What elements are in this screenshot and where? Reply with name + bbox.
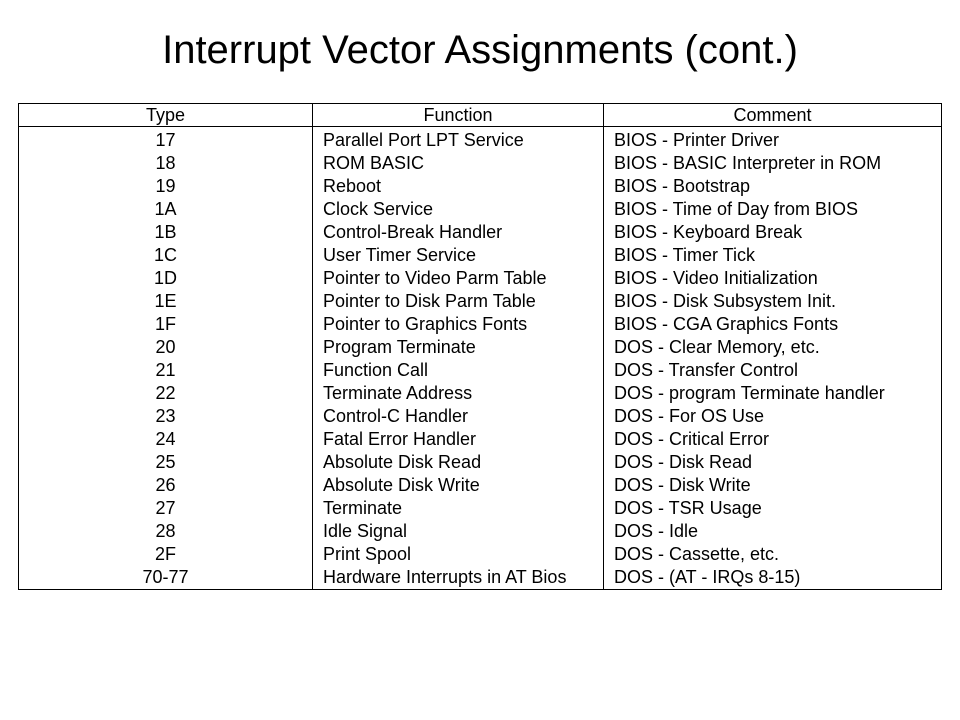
vector-comment: BIOS - Printer Driver bbox=[604, 127, 942, 153]
vector-comment: BIOS - Bootstrap bbox=[604, 175, 942, 198]
table-row bbox=[19, 244, 942, 267]
vector-function: Reboot bbox=[313, 175, 604, 198]
table-row bbox=[19, 543, 942, 566]
vector-type: 70-77 bbox=[19, 566, 313, 590]
vector-type: 28 bbox=[19, 520, 313, 543]
vector-type: 1B bbox=[19, 221, 313, 244]
vector-type: 1E bbox=[19, 290, 313, 313]
table-row bbox=[19, 336, 942, 359]
vector-type: 1A bbox=[19, 198, 313, 221]
vector-comment: DOS - Disk Write bbox=[604, 474, 942, 497]
vector-comment: BIOS - Timer Tick bbox=[604, 244, 942, 267]
vector-type: 26 bbox=[19, 474, 313, 497]
table-row bbox=[19, 382, 942, 405]
vector-function: Idle Signal bbox=[313, 520, 604, 543]
vector-type: 18 bbox=[19, 152, 313, 175]
table-header bbox=[19, 104, 942, 127]
vector-function: Fatal Error Handler bbox=[313, 428, 604, 451]
vector-function: Control-Break Handler bbox=[313, 221, 604, 244]
header-row bbox=[19, 104, 942, 127]
table-row bbox=[19, 474, 942, 497]
vector-comment: BIOS - Time of Day from BIOS bbox=[604, 198, 942, 221]
vector-type: 1F bbox=[19, 313, 313, 336]
table-row bbox=[19, 520, 942, 543]
vector-comment: DOS - Transfer Control bbox=[604, 359, 942, 382]
vector-type: 19 bbox=[19, 175, 313, 198]
vector-function: Function Call bbox=[313, 359, 604, 382]
vector-comment: BIOS - CGA Graphics Fonts bbox=[604, 313, 942, 336]
header-function: Function bbox=[313, 104, 604, 127]
table-row bbox=[19, 451, 942, 474]
vector-type: 20 bbox=[19, 336, 313, 359]
table-row bbox=[19, 405, 942, 428]
vector-comment: DOS - TSR Usage bbox=[604, 497, 942, 520]
table-row bbox=[19, 152, 942, 175]
vector-function: Hardware Interrupts in AT Bios bbox=[313, 566, 604, 590]
vector-type: 27 bbox=[19, 497, 313, 520]
vector-function: Absolute Disk Write bbox=[313, 474, 604, 497]
vector-type: 1D bbox=[19, 267, 313, 290]
vector-function: Program Terminate bbox=[313, 336, 604, 359]
vector-comment: DOS - (AT - IRQs 8-15) bbox=[604, 566, 942, 590]
vector-function: Terminate Address bbox=[313, 382, 604, 405]
vector-type: 24 bbox=[19, 428, 313, 451]
vector-comment: BIOS - Disk Subsystem Init. bbox=[604, 290, 942, 313]
table-row bbox=[19, 175, 942, 198]
interrupt-vector-table bbox=[18, 103, 942, 590]
vector-comment: DOS - Disk Read bbox=[604, 451, 942, 474]
table-row bbox=[19, 127, 942, 153]
vector-type: 22 bbox=[19, 382, 313, 405]
vector-comment: DOS - Critical Error bbox=[604, 428, 942, 451]
vector-function: Terminate bbox=[313, 497, 604, 520]
vector-function: Absolute Disk Read bbox=[313, 451, 604, 474]
vector-comment: BIOS - BASIC Interpreter in ROM bbox=[604, 152, 942, 175]
vector-type: 21 bbox=[19, 359, 313, 382]
vector-function: Clock Service bbox=[313, 198, 604, 221]
slide-title: Interrupt Vector Assignments (cont.) bbox=[162, 28, 798, 72]
vector-comment: BIOS - Video Initialization bbox=[604, 267, 942, 290]
vector-comment: DOS - Clear Memory, etc. bbox=[604, 336, 942, 359]
table-row bbox=[19, 198, 942, 221]
table-row bbox=[19, 428, 942, 451]
vector-comment: DOS - Cassette, etc. bbox=[604, 543, 942, 566]
vector-function: Pointer to Video Parm Table bbox=[313, 267, 604, 290]
vector-type: 17 bbox=[19, 127, 313, 153]
table-row bbox=[19, 313, 942, 336]
vector-function: Control-C Handler bbox=[313, 405, 604, 428]
vector-type: 25 bbox=[19, 451, 313, 474]
table-row bbox=[19, 267, 942, 290]
table-row bbox=[19, 359, 942, 382]
vector-function: ROM BASIC bbox=[313, 152, 604, 175]
vector-type: 2F bbox=[19, 543, 313, 566]
table-body bbox=[19, 127, 942, 590]
vector-comment: DOS - For OS Use bbox=[604, 405, 942, 428]
vector-function: Pointer to Disk Parm Table bbox=[313, 290, 604, 313]
table-row bbox=[19, 221, 942, 244]
vector-function: Print Spool bbox=[313, 543, 604, 566]
header-type: Type bbox=[19, 104, 313, 127]
vector-type: 23 bbox=[19, 405, 313, 428]
vector-function: Pointer to Graphics Fonts bbox=[313, 313, 604, 336]
table-row bbox=[19, 497, 942, 520]
vector-comment: DOS - Idle bbox=[604, 520, 942, 543]
vector-type: 1C bbox=[19, 244, 313, 267]
table-row bbox=[19, 566, 942, 590]
table-row bbox=[19, 290, 942, 313]
header-comment: Comment bbox=[604, 104, 942, 127]
vector-function: Parallel Port LPT Service bbox=[313, 127, 604, 153]
vector-function: User Timer Service bbox=[313, 244, 604, 267]
vector-comment: DOS - program Terminate handler bbox=[604, 382, 942, 405]
vector-comment: BIOS - Keyboard Break bbox=[604, 221, 942, 244]
